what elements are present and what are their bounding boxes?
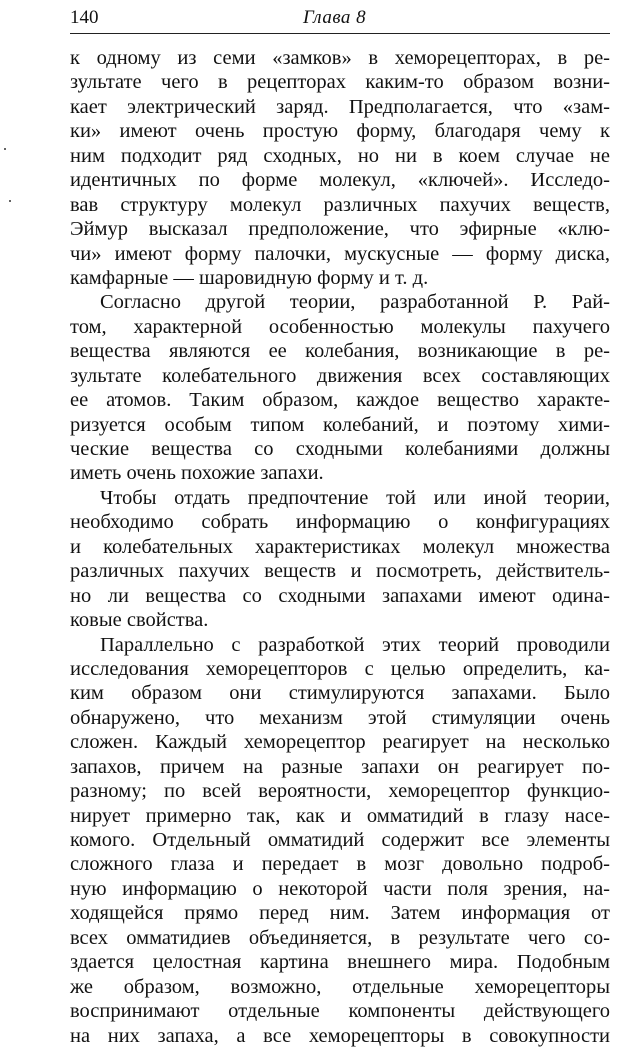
text-line: идентичных по форме молекул, «ключей». Исследо- <box>70 169 610 192</box>
margin-speck <box>4 148 6 150</box>
text-line: сложен. Каждый хеморецептор реагирует на несколько <box>70 731 610 754</box>
text-line: ее атомов. Таким образом, каждое вещество характе- <box>70 389 610 412</box>
text-line: чи» имеют форму палочки, мускусные — форму диска, <box>70 242 610 265</box>
text-line: Эймур высказал предположение, что эфирные «клю- <box>70 218 610 241</box>
text-line: исследования хеморецепторов с целью определить, ка- <box>70 657 610 680</box>
text-line: комого. Отдельный омматидий содержит все элементы <box>70 829 610 851</box>
text-line: ки» имеют очень простую форму, благодаря чему к <box>70 120 610 143</box>
text-line: вещества являются ее колебания, возникающие в ре- <box>70 340 610 363</box>
text-line: воспринимают отдельные компоненты действующего <box>70 1000 610 1023</box>
text-line: том, характерной особенностью молекулы пахучего <box>70 315 610 338</box>
text-line: к одному из семи «замков» в хеморецепторах, в ре- <box>70 47 610 69</box>
text-line: ним подходит ряд сходных, но ни в коем случае не <box>70 144 610 167</box>
text-line: ризуется особым типом колебаний, и поэтому хими- <box>70 413 610 436</box>
text-line: ковые свойства. <box>70 609 209 632</box>
text-line: ким образом они стимулируются запахами. Было <box>70 682 610 705</box>
text-line: Согласно другой теории, разработанной Р. Рай- <box>100 291 610 314</box>
text-line: ческие вещества со сходными колебаниями должны <box>70 438 610 460</box>
page-header <box>70 6 610 32</box>
text-line: запахов, причем на разные запахи он реагирует по- <box>70 755 610 778</box>
text-line: всех омматидиев объединяется, в результате чего со- <box>70 926 610 949</box>
text-line: вав структуру молекул различных пахучих веществ, <box>70 193 610 216</box>
text-line: же образом, возможно, отдельные хеморецепторы <box>70 975 610 998</box>
text-line: но ли вещества со сходными запахами имеют одина- <box>70 584 610 607</box>
text-line: ходящейся прямо перед ним. Затем информация от <box>70 902 610 925</box>
text-line: здается целостная картина внешнего мира. Подобным <box>70 951 610 974</box>
text-line: сложного глаза и передает в мозг довольно подроб- <box>70 853 610 876</box>
text-line: Параллельно с разработкой этих теорий проводили <box>100 633 610 656</box>
body-text <box>70 46 610 1048</box>
text-line: разному; по всей вероятности, хеморецептор функцио- <box>70 780 610 803</box>
text-line: иметь очень похожие запахи. <box>70 462 324 485</box>
header-rule <box>70 33 610 34</box>
page-number: 140 <box>70 7 99 28</box>
text-line: и колебательных характеристиках молекул множества <box>70 535 610 558</box>
margin-speck <box>9 200 11 202</box>
running-title: Глава 8 <box>303 7 367 28</box>
text-line: кает электрический заряд. Предполагается, что «зам- <box>70 95 610 118</box>
text-line: обнаружено, что механизм этой стимуляции очень <box>70 706 610 729</box>
text-line: Чтобы отдать предпочтение той или иной теории, <box>100 486 610 509</box>
text-line: различных пахучих веществ и посмотреть, действитель- <box>70 560 610 583</box>
text-line: нирует примерно так, как и омматидий в глазу насе- <box>70 804 610 827</box>
text-line: зультате чего в рецепторах каким-то образом возни- <box>70 71 610 94</box>
text-line: камфарные — шаровидную форму и т. д. <box>70 266 429 289</box>
text-line: на них запаха, а все хеморецепторы в совокупности <box>70 1024 610 1047</box>
text-line: ную информацию о некоторой части поля зрения, на- <box>70 877 610 900</box>
text-line: необходимо собрать информацию о конфигурациях <box>70 511 610 534</box>
text-line: зультате колебательного движения всех составляющих <box>70 364 610 387</box>
